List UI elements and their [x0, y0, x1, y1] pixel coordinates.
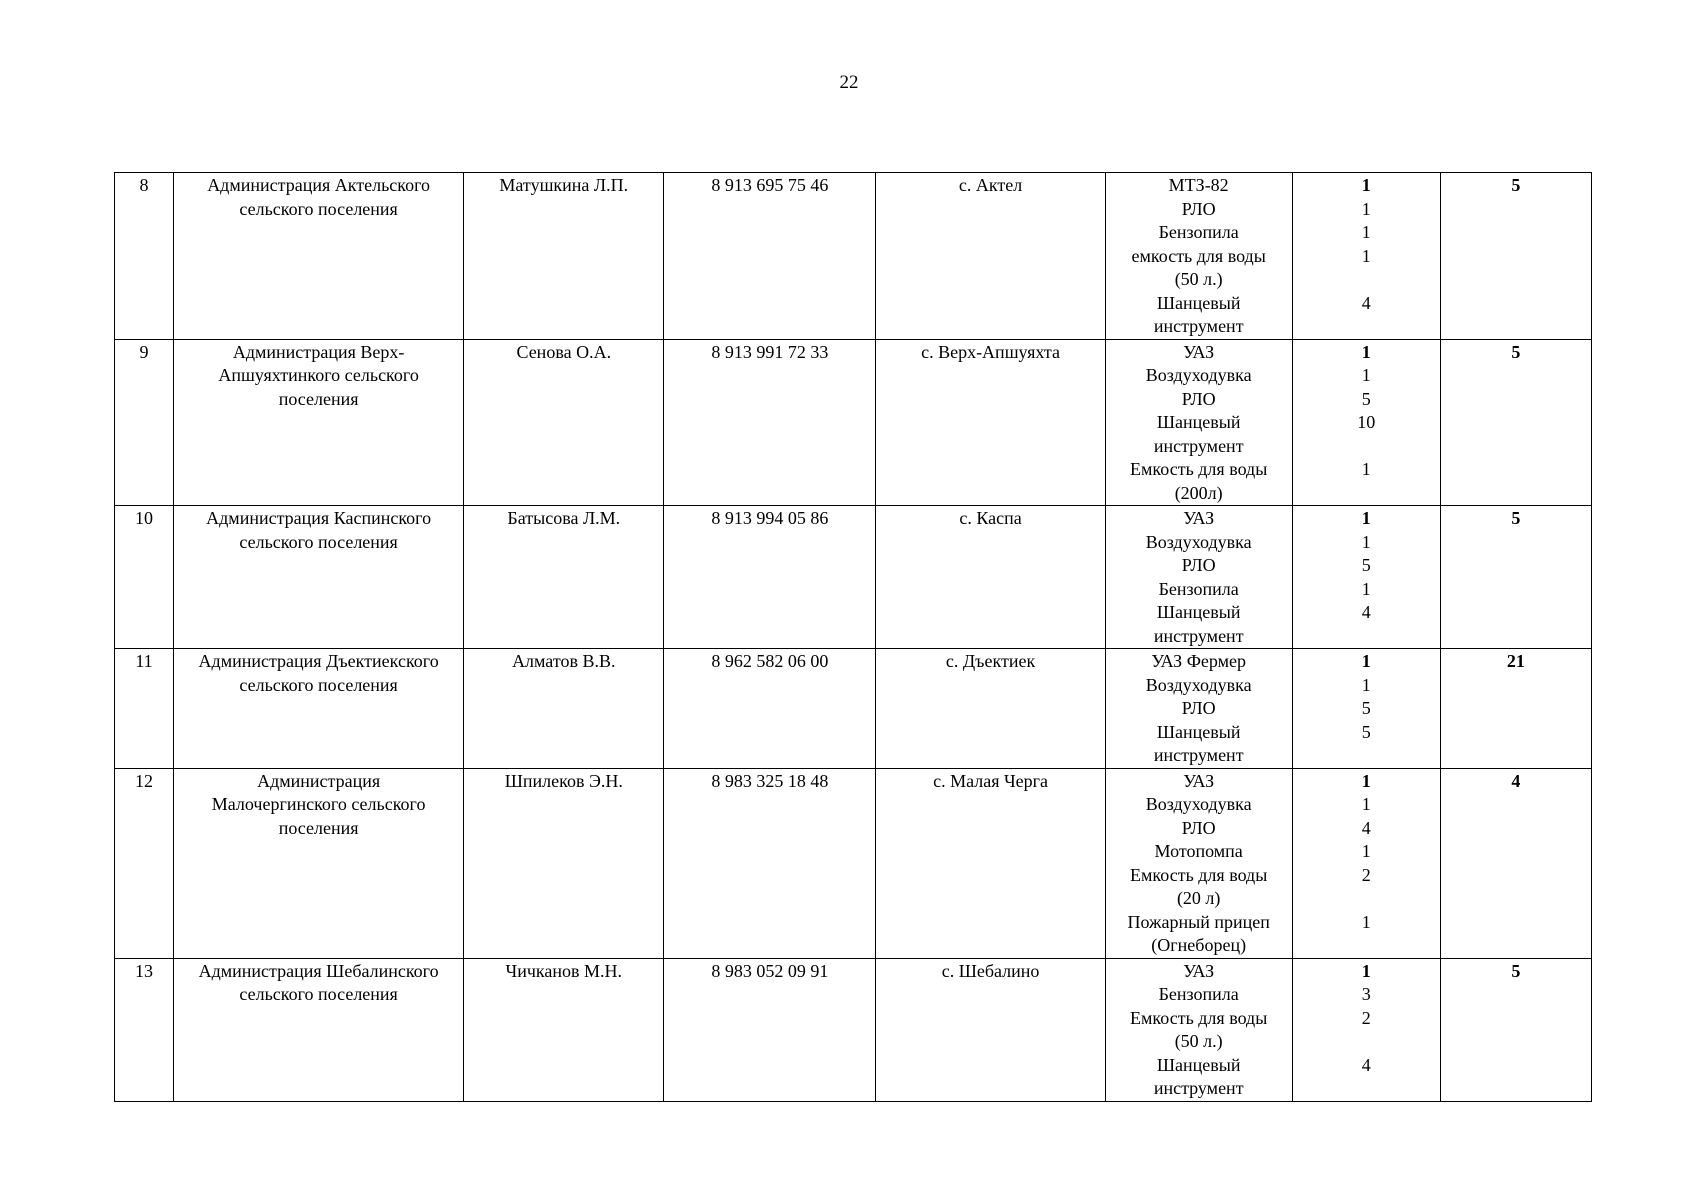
table-row [115, 506, 1592, 649]
quantity-spacer [1299, 934, 1434, 958]
village-cell [876, 958, 1105, 1101]
contact-person-cell [464, 339, 664, 506]
organization-cell [174, 339, 464, 506]
organization-name-line: Апшуяхтинкого сельского [218, 365, 419, 385]
village-name: с. Актел [958, 175, 1023, 195]
equipment-item-line: (200л) [1174, 482, 1223, 503]
equipment-quantity: 1 [1361, 198, 1371, 219]
quantity-spacer [1299, 625, 1434, 649]
contact-person: Батысова Л.М. [507, 508, 621, 528]
equipment-table [114, 172, 1592, 1102]
equipment-quantity: 1 [1361, 911, 1371, 932]
quantity-spacer [1299, 744, 1434, 768]
phone-cell [664, 506, 876, 649]
equipment-quantity: 1 [1361, 770, 1371, 791]
village-name: с. Шебалино [941, 960, 1040, 981]
row-number-cell [115, 173, 174, 340]
phone-number: 8 913 695 75 46 [711, 175, 829, 195]
village-cell [876, 506, 1105, 649]
equipment-item-line: РЛО [1181, 555, 1216, 575]
equipment-item-line: РЛО [1181, 388, 1216, 409]
quantity-spacer [1299, 268, 1434, 292]
equipment-cell [1105, 958, 1292, 1101]
contact-person: Матушкина Л.П. [499, 175, 629, 195]
village-name: с. Верх-Апшуяхта [921, 341, 1061, 362]
equipment-item-line: Емкость для воды [1130, 1007, 1268, 1028]
equipment-quantity: 1 [1361, 508, 1371, 528]
equipment-quantity: 1 [1361, 245, 1371, 266]
equipment-item-line: УАЗ [1183, 770, 1215, 791]
equipment-item-line: Бензопила [1158, 222, 1239, 242]
total-cell [1440, 339, 1591, 506]
total-cell [1440, 506, 1591, 649]
contact-person-cell [464, 649, 664, 769]
quantity-cell [1292, 339, 1440, 506]
equipment-item-line: инструмент [1153, 745, 1244, 765]
row-number-cell [115, 958, 174, 1101]
row-number: 10 [135, 508, 154, 528]
equipment-quantity: 4 [1361, 602, 1371, 622]
equipment-quantity: 3 [1361, 984, 1371, 1004]
equipment-item-line: Емкость для воды [1130, 459, 1268, 479]
equipment-item-line: УАЗ Фермер [1151, 651, 1247, 671]
equipment-item-line: Шанцевый [1156, 721, 1241, 742]
row-number: 11 [135, 651, 153, 671]
equipment-cell [1105, 173, 1292, 340]
equipment-item-line: УАЗ [1183, 341, 1215, 362]
equipment-quantity: 5 [1361, 388, 1371, 409]
organization-name-line: поселения [278, 388, 359, 409]
equipment-item-line: (Огнеборец) [1151, 935, 1247, 955]
equipment-item-line: РЛО [1181, 817, 1216, 838]
row-number: 13 [135, 960, 154, 981]
organization-name-line: сельского поселения [239, 984, 398, 1004]
equipment-item-line: Емкость для воды [1130, 864, 1268, 885]
equipment-item-line: Бензопила [1158, 578, 1239, 599]
total-value: 5 [1511, 341, 1521, 362]
total-value: 5 [1511, 175, 1521, 195]
table-row [115, 768, 1592, 958]
organization-name-line: поселения [278, 817, 359, 838]
equipment-quantity: 1 [1361, 960, 1371, 981]
equipment-quantity: 10 [1357, 412, 1376, 432]
organization-name-line: Администрация Каспинского [206, 508, 432, 528]
equipment-quantity: 1 [1361, 365, 1371, 385]
equipment-quantity: 5 [1361, 721, 1371, 742]
equipment-item-line: Шанцевый [1156, 1054, 1241, 1075]
total-value: 5 [1511, 508, 1521, 528]
contact-person: Алматов В.В. [512, 651, 616, 671]
equipment-quantity: 4 [1361, 1054, 1371, 1075]
organization-name-line: Администрация Шебалинского [198, 960, 439, 981]
equipment-item-line: Шанцевый [1156, 602, 1241, 622]
equipment-cell [1105, 339, 1292, 506]
organization-cell [174, 958, 464, 1101]
organization-cell [174, 649, 464, 769]
phone-cell [664, 958, 876, 1101]
phone-cell [664, 173, 876, 340]
organization-name-line: Малочергинского сельского [211, 794, 426, 814]
equipment-item-line: инструмент [1153, 435, 1244, 456]
equipment-item-line: инструмент [1153, 1078, 1244, 1098]
quantity-spacer [1299, 1030, 1434, 1054]
total-value: 5 [1511, 960, 1521, 981]
equipment-item-line: РЛО [1181, 198, 1216, 219]
equipment-item-line: Шанцевый [1156, 412, 1241, 432]
organization-cell [174, 768, 464, 958]
row-number-cell [115, 649, 174, 769]
equipment-item-line: Бензопила [1158, 984, 1239, 1004]
table-row [115, 339, 1592, 506]
equipment-quantity: 1 [1361, 794, 1371, 814]
quantity-cell [1292, 649, 1440, 769]
organization-name-line: сельского поселения [239, 531, 398, 552]
contact-person: Чичканов М.Н. [505, 960, 623, 981]
equipment-item-line: (50 л.) [1174, 1031, 1223, 1051]
organization-name-line: сельского поселения [239, 674, 398, 695]
table-row [115, 173, 1592, 340]
phone-number: 8 962 582 06 00 [711, 651, 829, 671]
contact-person-cell [464, 768, 664, 958]
equipment-item-line: инструмент [1153, 625, 1244, 646]
equipment-item-line: емкость для воды [1131, 245, 1266, 266]
village-name: с. Малая Черга [933, 770, 1049, 791]
phone-number: 8 983 325 18 48 [711, 770, 829, 791]
quantity-spacer [1299, 435, 1434, 459]
contact-person-cell [464, 506, 664, 649]
equipment-cell [1105, 768, 1292, 958]
phone-cell [664, 768, 876, 958]
equipment-item-line: Воздуходувка [1145, 531, 1252, 552]
table-row [115, 649, 1592, 769]
village-cell [876, 173, 1105, 340]
quantity-cell [1292, 768, 1440, 958]
equipment-item-line: Пожарный прицеп [1127, 911, 1270, 932]
village-name: с. Каспа [959, 508, 1022, 528]
equipment-quantity: 1 [1361, 578, 1371, 599]
equipment-quantity: 1 [1361, 459, 1371, 479]
equipment-quantity: 4 [1361, 817, 1371, 838]
row-number: 12 [135, 770, 154, 791]
organization-name-line: Администрация Актельского [207, 175, 431, 195]
equipment-quantity: 1 [1361, 222, 1371, 242]
total-value: 21 [1506, 651, 1525, 671]
equipment-quantity: 4 [1361, 292, 1371, 313]
contact-person-cell [464, 958, 664, 1101]
village-name: с. Дъектиек [945, 651, 1036, 671]
total-cell [1440, 173, 1591, 340]
table-body [115, 173, 1592, 1102]
row-number-cell [115, 339, 174, 506]
row-number-cell [115, 768, 174, 958]
row-number: 8 [139, 175, 149, 195]
equipment-item-line: Воздуходувка [1145, 674, 1252, 695]
quantity-spacer [1299, 1077, 1434, 1101]
equipment-item-line: МТЗ-82 [1168, 175, 1229, 195]
quantity-cell [1292, 506, 1440, 649]
row-number-cell [115, 506, 174, 649]
equipment-item-line: (20 л) [1176, 888, 1221, 908]
phone-number: 8 913 994 05 86 [711, 508, 829, 528]
quantity-spacer [1299, 482, 1434, 506]
total-cell [1440, 768, 1591, 958]
quantity-spacer [1299, 887, 1434, 911]
equipment-quantity: 5 [1361, 555, 1371, 575]
equipment-quantity: 1 [1361, 674, 1371, 695]
organization-name-line: Администрация Дъектиекского [198, 651, 439, 671]
organization-cell [174, 173, 464, 340]
equipment-item-line: Мотопомпа [1154, 841, 1243, 861]
contact-person: Шпилеков Э.Н. [504, 770, 623, 791]
equipment-quantity: 5 [1361, 698, 1371, 718]
equipment-quantity: 1 [1361, 531, 1371, 552]
quantity-spacer [1299, 315, 1434, 339]
phone-number: 8 983 052 09 91 [711, 960, 829, 981]
organization-cell [174, 506, 464, 649]
row-number: 9 [139, 341, 149, 362]
equipment-quantity: 1 [1361, 175, 1371, 195]
organization-name-line: Администрация [257, 770, 381, 791]
equipment-quantity: 2 [1361, 864, 1371, 885]
contact-person-cell [464, 173, 664, 340]
phone-cell [664, 649, 876, 769]
contact-person: Сенова О.А. [516, 341, 612, 362]
equipment-item-line: (50 л.) [1174, 269, 1223, 289]
equipment-item-line: РЛО [1181, 698, 1216, 718]
village-cell [876, 339, 1105, 506]
quantity-cell [1292, 173, 1440, 340]
page-number: 22 [839, 72, 859, 93]
equipment-item-line: УАЗ [1183, 508, 1215, 528]
phone-cell [664, 339, 876, 506]
equipment-cell [1105, 649, 1292, 769]
equipment-item-line: инструмент [1153, 316, 1244, 336]
equipment-item-line: Воздуходувка [1145, 365, 1252, 385]
equipment-quantity: 1 [1361, 341, 1371, 362]
equipment-item-line: УАЗ [1183, 960, 1215, 981]
total-cell [1440, 649, 1591, 769]
quantity-cell [1292, 958, 1440, 1101]
equipment-quantity: 2 [1361, 1007, 1371, 1028]
equipment-cell [1105, 506, 1292, 649]
table-row [115, 958, 1592, 1101]
equipment-item-line: Воздуходувка [1145, 794, 1252, 814]
equipment-quantity: 1 [1361, 841, 1371, 861]
total-value: 4 [1511, 770, 1521, 791]
organization-name-line: сельского поселения [239, 198, 398, 219]
village-cell [876, 649, 1105, 769]
total-cell [1440, 958, 1591, 1101]
equipment-quantity: 1 [1361, 651, 1371, 671]
phone-number: 8 913 991 72 33 [711, 341, 829, 362]
village-cell [876, 768, 1105, 958]
organization-name-line: Администрация Верх- [232, 341, 405, 362]
equipment-item-line: Шанцевый [1156, 292, 1241, 313]
